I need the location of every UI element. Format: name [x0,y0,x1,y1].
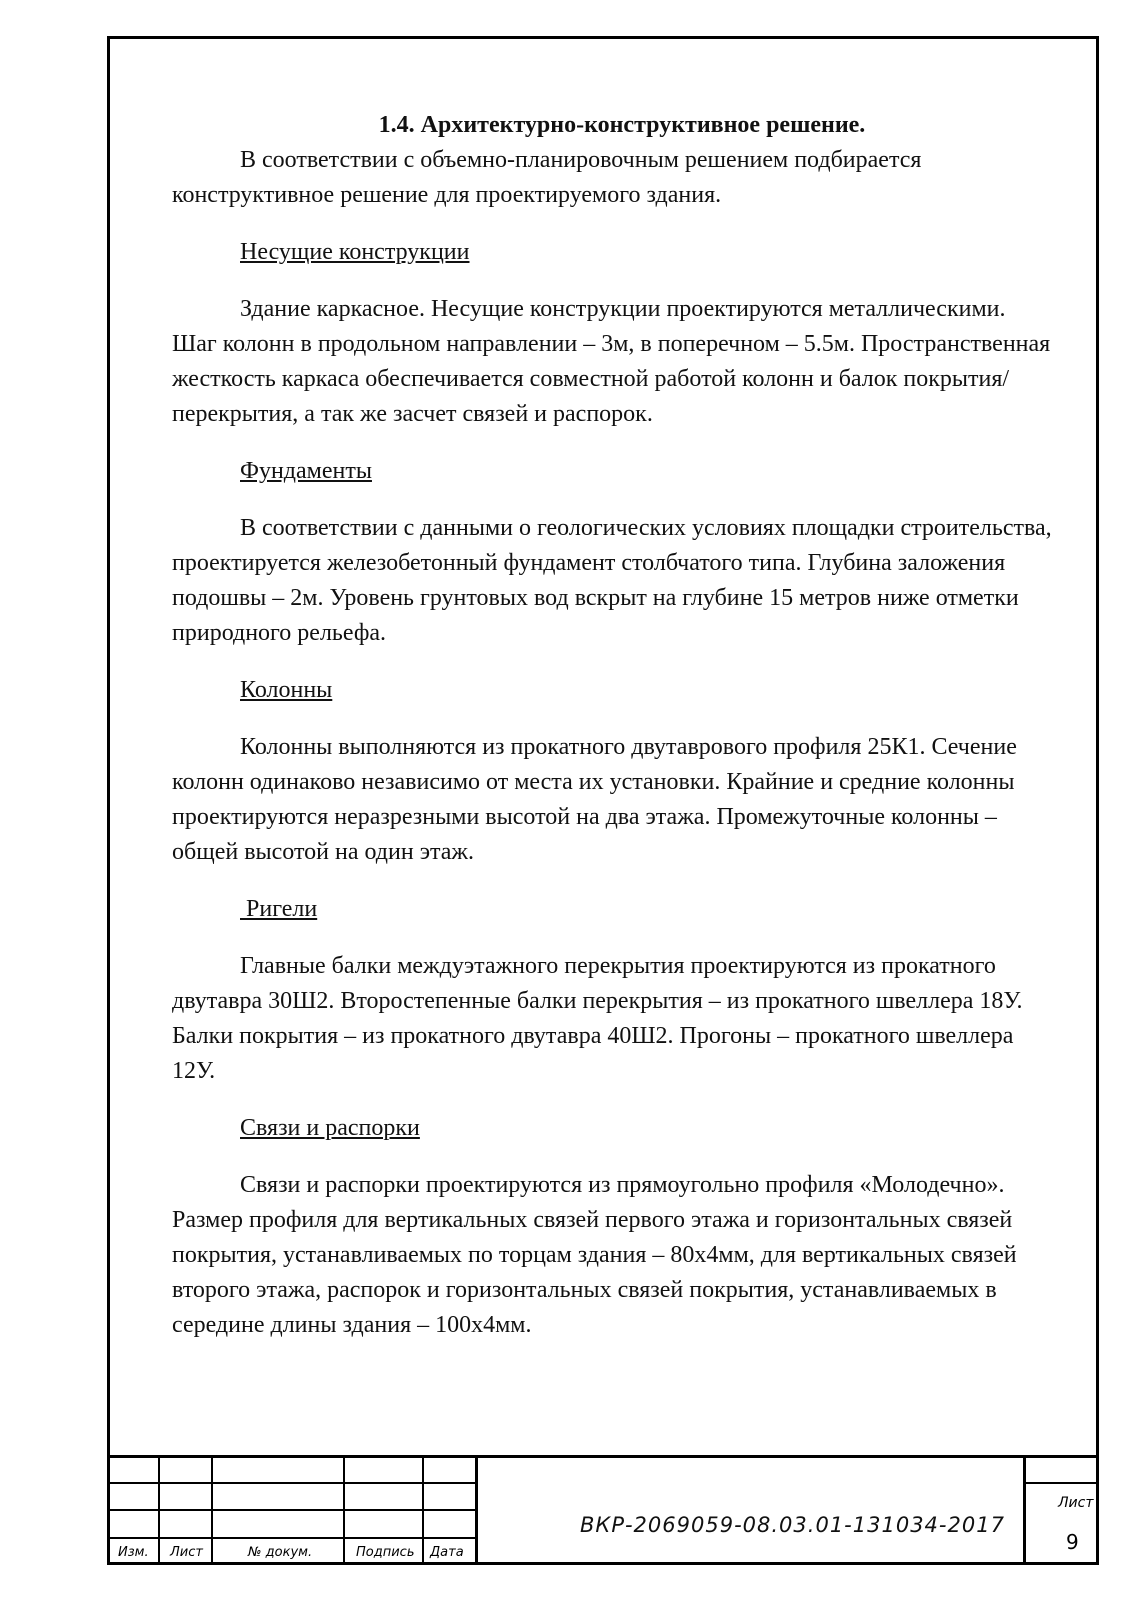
stamp-row-line [1023,1482,1099,1484]
subsection-title: Связи и распорки [240,1115,420,1141]
intro-paragraph: В соответствии с объемно-планировочным решением подбирается конструктивное решение для проектируемого здания. [172,147,922,208]
stamp-label-date: Дата [430,1545,464,1560]
sheet-number: 9 [1066,1530,1079,1554]
stamp-label-docnum: № докум. [248,1545,313,1560]
stamp-col-line [475,1455,478,1565]
section-foundations [172,454,1052,651]
stamp-col-line [1023,1455,1026,1565]
stamp-col-line [343,1455,345,1565]
subsection-text: Здание каркасное. Несущие конструкции проектируются металлическими. Шаг колонн в продольном направлении – 3м, в поперечном – 5.5м. Пространственная жесткость каркаса обеспечивается совместной работой колонн и балок покрытия/перекрытия, а так же засчет связей и распорок. [172,296,1051,427]
subsection-title: Ригели [240,896,318,922]
stamp-top-line [107,1455,1099,1458]
subsection-text: Колонны выполняются из прокатного двутаврового профиля 25К1. Сечение колонн одинаково независимо от места их установки. Крайние и средние колонны проектируются неразрезными высотой на два этажа. Промежуточные колонны – общей высотой на один этаж. [172,734,1017,865]
stamp-col-line [211,1455,213,1565]
stamp-label-izm: Изм. [118,1545,149,1560]
section-load-bearing [172,235,1052,432]
stamp-col-line [158,1455,160,1565]
document-body [172,108,1052,1343]
subsection-text: Главные балки междуэтажного перекрытия проектируются из прокатного двутавра 30Ш2. Второстепенные балки перекрытия – из прокатного швеллера 18У. Балки покрытия – из прокатного двутавра 40Ш2. Прогоны – прокатного швеллера 12У. [172,953,1023,1084]
section-girders [172,892,1052,1089]
stamp-col-line [422,1455,424,1565]
subsection-title: Несущие конструкции [240,239,470,265]
stamp-label-list: Лист [170,1545,203,1560]
subsection-title: Фундаменты [240,458,372,484]
subsection-text: В соответствии с данными о геологических условиях площадки строительства, проектируется железобетонный фундамент столбчатого типа. Глубина заложения подошвы – 2м. Уровень грунтовых вод вскрыт на глубине 15 метров ниже отметки природного рельефа. [172,515,1052,646]
sheet-label: Лист [1058,1495,1094,1511]
document-code: ВКР-2069059-08.03.01-131034-2017 [580,1513,1005,1537]
stamp-label-sign: Подпись [356,1545,415,1560]
subsection-text: Связи и распорки проектируются из прямоугольно профиля «Молодечно». Размер профиля для вертикальных связей первого этажа и горизонтальных связей покрытия, устанавливаемых по торцам здания – 80х4мм, для вертикальных связей второго этажа, распорок и горизонтальных связей покрытия, устанавливаемых в середине длины здания – 100х4мм. [172,1172,1017,1338]
section-bracing [172,1111,1052,1343]
subsection-title: Колонны [240,677,333,703]
section-heading: 1.4. Архитектурно-конструктивное решение. [378,112,866,138]
section-columns [172,673,1052,870]
